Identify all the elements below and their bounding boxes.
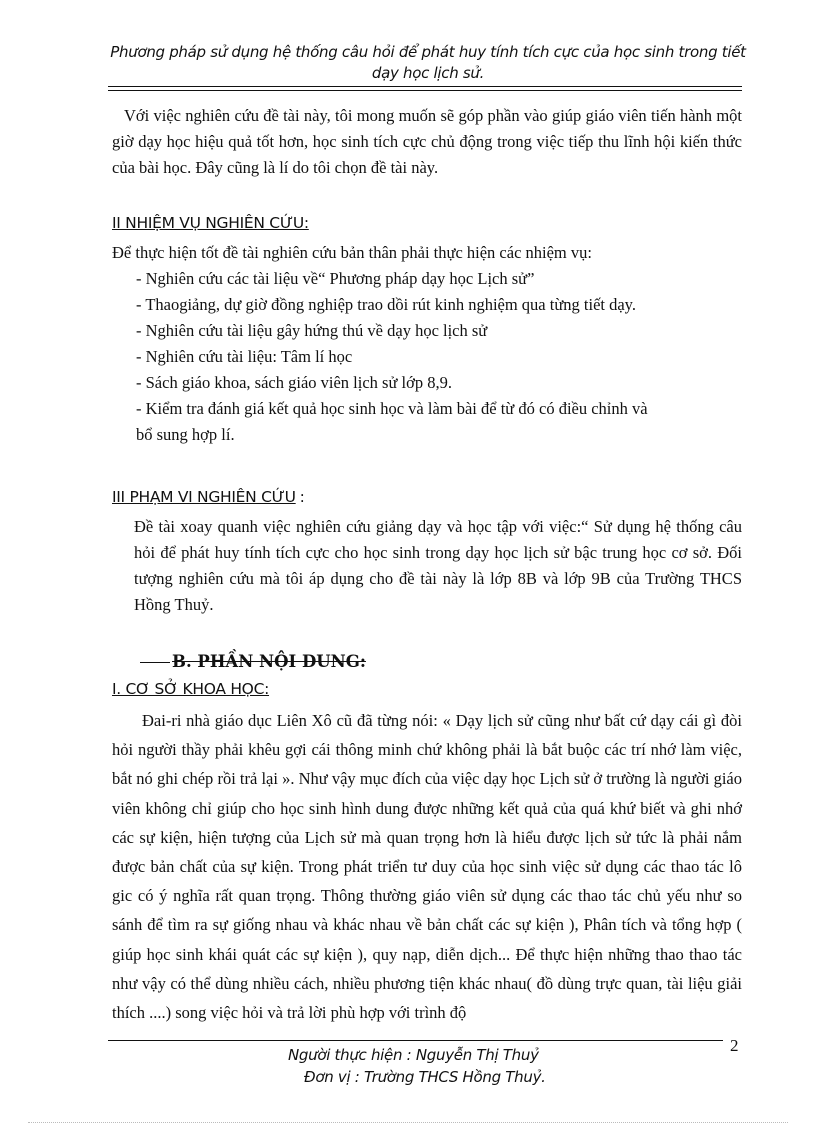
footer-unit: Đơn vị : Trường THCS Hồng Thuỷ. [304, 1068, 546, 1086]
section-3-heading-colon: : [299, 488, 305, 506]
section-2-body [112, 240, 742, 448]
section-1-heading: I. CƠ SỞ KHOA HỌC: [112, 680, 270, 698]
part-b-heading [140, 652, 366, 671]
section-3-paragraph: Đề tài xoay quanh việc nghiên cứu giảng dạy và học tập với việc:“ Sử dụng hệ thống câu hỏi để phát huy tính tích cực cho học sinh trong dạy học lịch sử bậc trung học cơ sở. Đối tượng nghiên cứu mà tôi áp dụng cho đề tài này là lớp 8B và lớp 9B của Trường THCS Hồng Thuỷ. [134, 517, 742, 614]
footer-rule [108, 1040, 723, 1041]
list-item: - Nghiên cứu tài liệu: Tâm lí học [136, 347, 353, 366]
section-2-list [112, 266, 742, 448]
list-item-continuation: bổ sung hợp lí. [136, 425, 235, 444]
list-item: - Nghiên cứu các tài liệu về“ Phương pháp dạy học Lịch sử” [136, 269, 535, 288]
list-item: - Nghiên cứu tài liệu gây hứng thú về dạy học lịch sử [136, 321, 488, 340]
list-item: - Sách giáo khoa, sách giáo viên lịch sử lớp 8,9. [136, 373, 452, 392]
section-3-heading-text: III PHẠM VI NGHIÊN CỨU [112, 488, 296, 506]
section-3-heading [112, 488, 305, 506]
part-b-leader [140, 662, 170, 663]
list-item: - Thaogiảng, dự giờ đồng nghiệp trao dồi rút kinh nghiệm qua từng tiết dạy. [136, 295, 636, 314]
header-rule-top [108, 86, 742, 87]
page-number: 2 [730, 1036, 739, 1055]
section-2-heading: II NHIỆM VỤ NGHIÊN CỨU: [112, 214, 309, 232]
intro-paragraph: Với việc nghiên cứu đề tài này, tôi mong muốn sẽ góp phần vào giúp giáo viên tiến hành một giờ dạy học hiệu quả tốt hơn, học sinh tích cực chủ động trong việc tiếp thu lĩnh hội kiến thức của bài học. Đây cũng là lí do tôi chọn đề tài này. [112, 106, 742, 177]
footer-author: Người thực hiện : Nguyễn Thị Thuỷ [288, 1046, 539, 1064]
header-title: Phương pháp sử dụng hệ thống câu hỏi để phát huy tính tích cực của học sinh trong tiết dạy học lịch sử. [110, 43, 746, 82]
part-b-heading-text: B. PHẦN NỘI DUNG: [172, 652, 366, 671]
header-rule-bottom [108, 90, 742, 91]
section-1-paragraph: Đai-ri nhà giáo dục Liên Xô cũ đã từng nói: « Dạy lịch sử cũng như bất cứ dạy cái gì đòi hỏi người thầy phải khêu gợi cái thông minh chứ không phải là bắt buộc các trí nhớ làm việc, bắt nó ghi chép rồi trả lại ». Như vậy mục đích của việc dạy học Lịch sử ở trường là người giáo viên không chỉ giúp cho học sinh hình dung được những kết quả của quá khứ biết và ghi nhớ các sự kiện, hiện tượng của Lịch sử mà quan trọng hơn là hiểu được lịch sử tức là phải nắm được bản chất của sự kiện. Trong phát triển tư duy của học sinh việc sử dụng các thao tác lô gic có ý nghĩa rất quan trọng. Thông thường giáo viên sử dụng các thao tác chủ yếu như so sánh để tìm ra sự giống nhau và khác nhau về bản chất các sự kiện ), Phân tích và tổng hợp ( giúp học sinh khái quát các sự kiện ), quy nạp, diễn dịch... Để thực hiện những thao thao tác như vậy có thể dùng nhiều cách, nhiều phương tiện khác nhau( đồ dùng trực quan, tài liệu giải thích ....) song việc hỏi và trả lời phù hợp với trình độ [112, 711, 742, 1023]
list-item: - Kiểm tra đánh giá kết quả học sinh học và làm bài để từ đó có điều chỉnh và [136, 399, 648, 418]
section-2-lead: Để thực hiện tốt đề tài nghiên cứu bản thân phải thực hiện các nhiệm vụ: [112, 243, 592, 262]
